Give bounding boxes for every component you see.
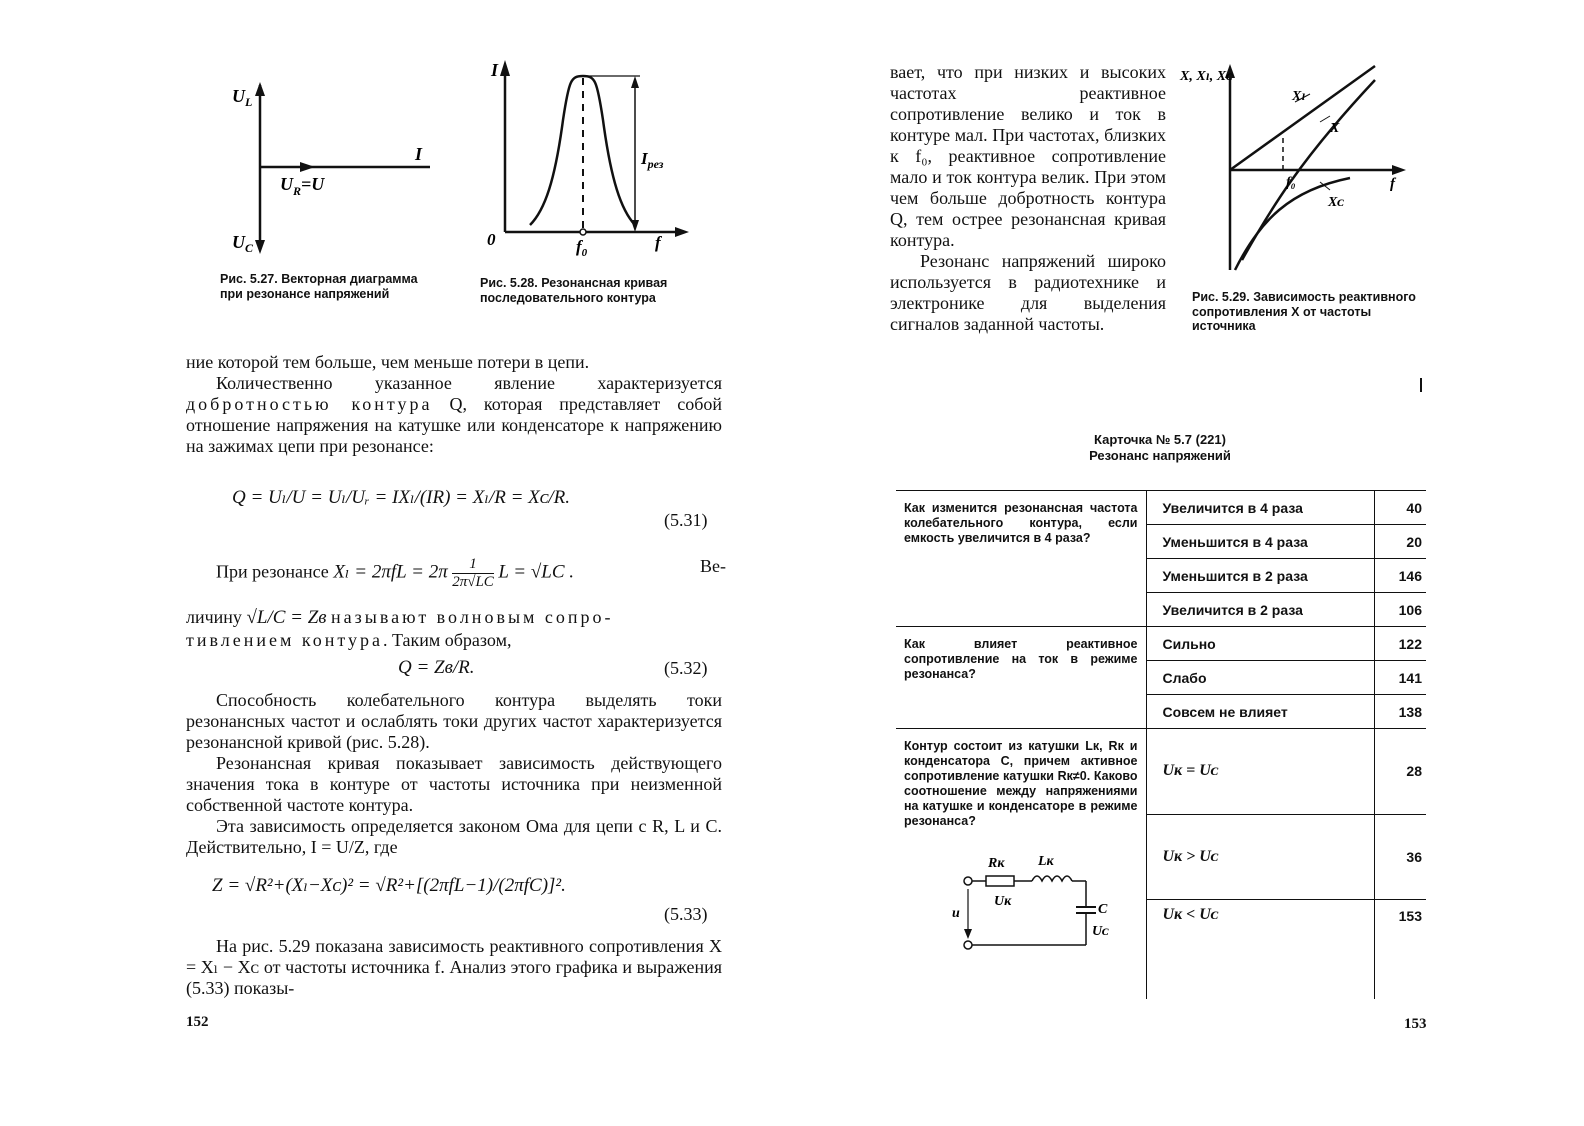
answer-option[interactable]: Uк > Uᴄ <box>1146 814 1374 900</box>
left-text-block-1 <box>186 352 722 457</box>
paragraph: Эта зависимость определяется законом Ома для цепи с R, L и C. Действительно, I = U/Z, где <box>186 816 722 857</box>
answer-option[interactable]: Uк = Uᴄ <box>1146 729 1374 815</box>
fraction-numerator: 1 <box>452 556 494 574</box>
answer-code: 36 <box>1374 814 1426 900</box>
inductor-lk <box>1032 876 1072 881</box>
arrow-down-icon <box>964 929 972 939</box>
answer-code: 106 <box>1374 593 1426 627</box>
figure-5-27-vector-diagram <box>220 80 450 270</box>
resistor-rk <box>986 876 1014 886</box>
equation-5-31: Q = Uₗ/U = Uₗ/Uᵣ = IXₗ/(IR) = Xₗ/R = Xᴄ/R. <box>232 487 571 508</box>
paragraph: Резонанс напряжений широко используется в радиотехнике и электронике для выделения сигналов заданной частоты. <box>890 251 1166 334</box>
formula: √L/C = Zв <box>246 607 327 628</box>
answer-code: 28 <box>1406 763 1422 780</box>
answer-option[interactable]: Слабо <box>1146 661 1374 695</box>
card-table-wrapper <box>896 490 1426 1000</box>
circuit-diagram <box>952 843 1122 953</box>
answer-option[interactable]: Uк < Uᴄ <box>1146 900 1374 999</box>
text-span: Ве- <box>700 556 726 576</box>
card-subtitle: Резонанс напряжений <box>1089 448 1231 463</box>
caption-fig-5-28: Рис. 5.28. Резонансная кривая последовательного контура <box>480 276 668 305</box>
spaced-term: называют волновым сопро- <box>331 607 614 627</box>
caption-fig-5-27: Рис. 5.27. Векторная диаграмма при резонансе напряжений <box>220 272 418 301</box>
leader-x <box>1320 116 1330 122</box>
label-x: X <box>1330 121 1340 136</box>
label-xl: Xₗ <box>1292 89 1306 104</box>
paragraph <box>186 373 722 457</box>
text-span: . Таким образом, <box>382 630 512 650</box>
table-row <box>896 491 1426 525</box>
right-text-block-1 <box>890 62 1166 335</box>
answer-code: 138 <box>1374 695 1426 729</box>
curve-xl <box>1230 66 1375 170</box>
formula: L = √LC . <box>498 561 575 583</box>
page-number-right: 153 <box>1404 1016 1427 1032</box>
question-2: Как влияет реактивное сопротивление на ток в режиме резонанса? <box>896 627 1146 729</box>
label-lk: Lк <box>1038 854 1054 869</box>
arrow-up-icon <box>631 76 639 88</box>
paragraph: вает, что при низких и высоких частотах реактивное сопротивление велико и ток в контуре мал. При частотах, близких к f₀, реактивное сопротивление мало и ток контура велик. При этом чем больше добротность контура Q, тем острее резонансная кривая контура. <box>890 62 1166 250</box>
answer-option[interactable]: Совсем не влияет <box>1146 695 1374 729</box>
question-3-text: Контур состоит из катушки Lк, Rк и конденсатора C, причем активное сопротивление катушки Rк≠0. Каково соотношение между напряжениями на катушке и конденсаторе в режиме резонанса? <box>904 739 1138 828</box>
arrow-up-icon <box>500 60 510 76</box>
answer-code: 146 <box>1374 559 1426 593</box>
answer-code: 141 <box>1374 661 1426 695</box>
caption-fig-5-29: Рис. 5.29. Зависимость реактивного сопротивления X от частоты источника <box>1192 290 1416 333</box>
answer-code: 40 <box>1406 499 1422 516</box>
answer-option[interactable]: Уменьшится в 2 раза <box>1146 559 1374 593</box>
label-f: f <box>655 233 661 252</box>
answer-option[interactable]: Уменьшится в 4 раза <box>1146 525 1374 559</box>
label-uk: Uк <box>994 894 1012 909</box>
card-table <box>896 490 1426 999</box>
arrow-right-icon <box>675 227 689 237</box>
resonance-line <box>216 556 726 591</box>
left-text-block-3 <box>186 690 722 858</box>
page-number-left: 152 <box>186 1014 209 1030</box>
label-ires: $I_{рез}$ <box>641 149 664 171</box>
label-uc: $U_C$ <box>232 232 254 255</box>
label-y-axis: X, Xₗ, Xᴄ <box>1180 69 1233 84</box>
fraction-denominator: 2π√LC <box>452 574 494 590</box>
label-f0: $f_0$ <box>576 237 588 259</box>
arrow-right-icon <box>1392 165 1406 175</box>
equation-number: (5.31) <box>664 510 708 530</box>
label-rk: Rк <box>988 856 1005 871</box>
text-span: Q, которая представляет собой отношение напряжения на катушке или конденсаторе к напряжению на зажимах цепи при резонансе: <box>186 394 722 456</box>
paragraph <box>186 606 722 652</box>
label-i: I <box>491 60 499 80</box>
resonance-curve <box>530 76 635 225</box>
answer-option[interactable]: Увеличится в 2 раза <box>1146 593 1374 627</box>
label-i: I <box>415 144 423 164</box>
equation-5-32: Q = Zв/R. <box>398 657 475 678</box>
card-title: Карточка № 5.7 (221) <box>1094 432 1226 447</box>
formula: Xₗ = 2πfL = 2π <box>333 561 448 583</box>
paragraph: Резонансная кривая показывает зависимость действующего значения тока в контуре от частоты источника при неизменной собственной частоте контура. <box>186 753 722 815</box>
label-uc: Uᴄ <box>1092 924 1109 939</box>
answer-option[interactable]: Сильно <box>1146 627 1374 661</box>
label-f: f <box>1390 176 1395 192</box>
label-f0: f₀ <box>1286 175 1296 190</box>
paragraph: На рис. 5.29 показана зависимость реактивного сопротивления X = Xₗ − Xᴄ от частоты источника f. Анализ этого графика и выражения (5.33) показы- <box>186 936 722 998</box>
label-u: u <box>952 906 960 921</box>
equation-number: (5.33) <box>664 904 708 924</box>
terminal-top <box>964 877 972 885</box>
label-origin: 0 <box>487 230 496 249</box>
table-row <box>896 729 1426 815</box>
paragraph: ние которой тем больше, чем меньше потери в цепи. <box>186 352 590 372</box>
label-ul: $U_L$ <box>232 86 253 109</box>
left-text-block-2 <box>186 606 722 652</box>
figure-5-28-resonance-curve <box>485 60 695 260</box>
margin-mark <box>1420 378 1422 392</box>
spaced-term: добротностью контура <box>186 394 433 414</box>
answer-code: 20 <box>1374 525 1426 559</box>
arrow-down-icon <box>631 220 639 232</box>
text-span: личину <box>186 607 242 627</box>
paragraph: Способность колебательного контура выделять токи резонансных частот и ослаблять токи других частот характеризуется резонансной кривой (рис. 5.28). <box>186 690 722 752</box>
equation-5-33: Z = √R²+(Xₗ−Xᴄ)² = √R²+[(2πfL−1)/(2πfC)]². <box>212 875 566 896</box>
answer-option[interactable]: Увеличится в 4 раза <box>1146 491 1374 525</box>
left-text-block-4 <box>186 936 722 999</box>
arrow-up-icon <box>255 82 265 96</box>
arrow-right-icon <box>300 162 315 172</box>
answer-code: 122 <box>1398 635 1422 652</box>
question-1: Как изменится резонансная частота колебательного контура, если емкость увеличится в 4 раза? <box>896 491 1146 627</box>
equation-number: (5.32) <box>664 658 708 678</box>
arrow-down-icon <box>255 240 265 254</box>
card-heading <box>1010 432 1310 464</box>
text-span: Количественно указанное явление характеризуется <box>216 373 722 393</box>
answer-code: 153 <box>1374 900 1426 999</box>
figure-5-29-reactance-graph <box>1180 60 1420 280</box>
question-3 <box>896 729 1146 1000</box>
terminal-bottom <box>964 941 972 949</box>
fraction <box>452 556 494 591</box>
spaced-term: тивлением контура <box>186 630 383 650</box>
label-ur: $U_R=U$ <box>280 174 325 198</box>
text-span: При резонансе <box>216 561 329 582</box>
label-c: C <box>1098 902 1108 917</box>
table-row <box>896 627 1426 661</box>
f0-marker <box>580 229 586 235</box>
curve-xc <box>1235 178 1350 270</box>
label-xc: Xᴄ <box>1328 195 1344 210</box>
